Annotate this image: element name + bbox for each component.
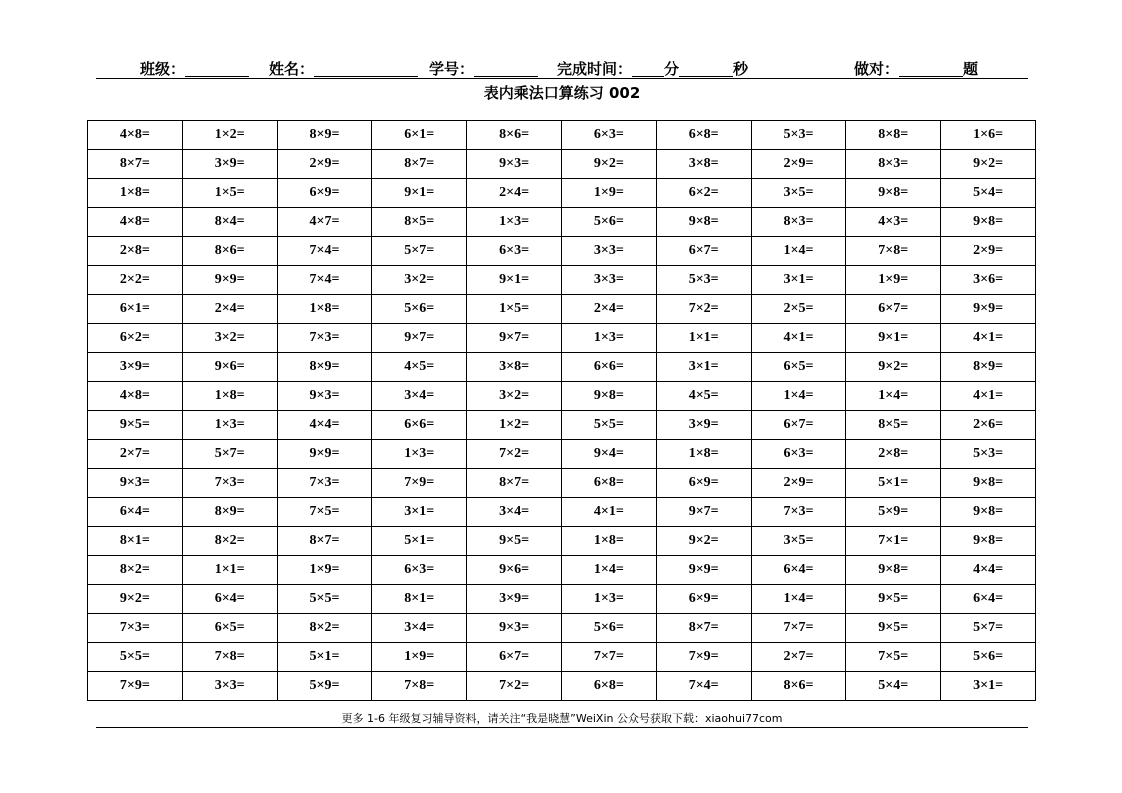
problem-cell[interactable]: 9×8= [941, 469, 1036, 498]
student-number-field[interactable] [429, 58, 538, 79]
footer-divider [96, 727, 1028, 728]
grid-row [88, 585, 1036, 614]
problem-cell[interactable]: 9×3= [467, 614, 562, 643]
problem-cell[interactable]: 8×8= [846, 121, 941, 150]
grid-row [88, 614, 1036, 643]
problem-cell[interactable]: 3×9= [656, 411, 751, 440]
problem-cell[interactable]: 4×4= [941, 556, 1036, 585]
grid-row [88, 411, 1036, 440]
problem-cell[interactable]: 6×9= [656, 585, 751, 614]
problem-cell[interactable]: 1×8= [88, 179, 183, 208]
problem-cell[interactable]: 2×9= [751, 150, 846, 179]
problem-cell[interactable]: 3×9= [467, 585, 562, 614]
problem-cell[interactable]: 5×4= [846, 672, 941, 701]
minutes-blank[interactable] [632, 61, 664, 77]
correct-count-field[interactable] [854, 58, 978, 79]
problem-cell[interactable]: 6×7= [846, 295, 941, 324]
seconds-blank[interactable] [679, 61, 733, 77]
problem-cell[interactable]: 9×2= [561, 150, 656, 179]
problem-cell[interactable]: 6×5= [182, 614, 277, 643]
problem-cell[interactable]: 5×9= [277, 672, 372, 701]
problem-cell[interactable]: 3×3= [561, 266, 656, 295]
problem-cell[interactable]: 3×8= [656, 150, 751, 179]
problem-cell[interactable]: 6×2= [88, 324, 183, 353]
problem-cell[interactable]: 6×4= [88, 498, 183, 527]
problem-cell[interactable]: 4×7= [277, 208, 372, 237]
problem-cell[interactable]: 6×8= [561, 469, 656, 498]
problem-cell[interactable]: 6×9= [656, 469, 751, 498]
problem-cell[interactable]: 5×7= [182, 440, 277, 469]
problem-cell[interactable]: 6×4= [941, 585, 1036, 614]
problem-cell[interactable]: 9×8= [846, 179, 941, 208]
problem-cell[interactable]: 6×5= [751, 353, 846, 382]
problem-cell[interactable]: 2×4= [561, 295, 656, 324]
grid-row [88, 672, 1036, 701]
problem-cell[interactable]: 5×7= [372, 237, 467, 266]
problem-cell[interactable]: 6×3= [467, 237, 562, 266]
grid-row [88, 498, 1036, 527]
problem-cell[interactable]: 9×3= [277, 382, 372, 411]
problem-cell[interactable]: 5×6= [561, 614, 656, 643]
problem-cell[interactable]: 3×4= [372, 614, 467, 643]
problem-cell[interactable]: 5×4= [941, 179, 1036, 208]
problem-cell[interactable]: 8×7= [467, 469, 562, 498]
class-blank[interactable] [185, 61, 249, 77]
problem-cell[interactable]: 9×2= [88, 585, 183, 614]
minute-label: 分 [664, 60, 680, 78]
problem-cell[interactable]: 8×7= [277, 527, 372, 556]
problem-cell[interactable]: 1×3= [561, 324, 656, 353]
problem-cell[interactable]: 4×5= [372, 353, 467, 382]
problem-cell[interactable]: 3×9= [88, 353, 183, 382]
problem-cell[interactable]: 3×2= [467, 382, 562, 411]
completion-time-field[interactable] [557, 58, 748, 79]
correct-label: 做对： [854, 60, 900, 78]
problem-cell[interactable]: 9×2= [656, 527, 751, 556]
problem-cell[interactable]: 4×5= [656, 382, 751, 411]
problem-cell[interactable]: 8×7= [372, 150, 467, 179]
problem-cell[interactable]: 6×7= [656, 237, 751, 266]
problem-cell[interactable]: 7×4= [277, 266, 372, 295]
problem-cell[interactable]: 6×8= [656, 121, 751, 150]
problem-cell[interactable]: 7×1= [846, 527, 941, 556]
problem-cell[interactable]: 9×4= [561, 440, 656, 469]
problem-cell[interactable]: 7×9= [88, 672, 183, 701]
problem-cell[interactable]: 5×5= [561, 411, 656, 440]
problem-cell[interactable]: 9×8= [941, 527, 1036, 556]
problem-cell[interactable]: 1×2= [182, 121, 277, 150]
problem-cell[interactable]: 8×7= [88, 150, 183, 179]
problem-cell[interactable]: 2×9= [751, 469, 846, 498]
problem-cell[interactable]: 1×4= [751, 382, 846, 411]
problem-cell[interactable]: 3×5= [751, 527, 846, 556]
problem-cell[interactable]: 4×8= [88, 121, 183, 150]
problem-cell[interactable]: 2×9= [277, 150, 372, 179]
problem-cell[interactable]: 9×9= [656, 556, 751, 585]
problem-cell[interactable]: 3×4= [467, 498, 562, 527]
problem-cell[interactable]: 1×8= [561, 527, 656, 556]
grid-row [88, 353, 1036, 382]
problem-cell[interactable]: 4×3= [846, 208, 941, 237]
problem-cell[interactable]: 9×8= [846, 556, 941, 585]
problem-cell[interactable]: 6×2= [656, 179, 751, 208]
problem-cell[interactable]: 7×3= [277, 324, 372, 353]
problem-cell[interactable]: 8×5= [846, 411, 941, 440]
problem-cell[interactable]: 9×7= [467, 324, 562, 353]
problem-cell[interactable]: 9×2= [846, 353, 941, 382]
grid-row [88, 121, 1036, 150]
problem-cell[interactable]: 3×2= [372, 266, 467, 295]
problem-cell[interactable]: 6×7= [751, 411, 846, 440]
problem-cell[interactable]: 9×8= [941, 498, 1036, 527]
problem-cell[interactable]: 7×2= [467, 672, 562, 701]
problem-cell[interactable]: 7×4= [277, 237, 372, 266]
problem-cell[interactable]: 2×6= [941, 411, 1036, 440]
problem-cell[interactable]: 1×6= [941, 121, 1036, 150]
problem-cell[interactable]: 9×6= [467, 556, 562, 585]
problem-cell[interactable]: 8×7= [656, 614, 751, 643]
problem-cell[interactable]: 8×6= [751, 672, 846, 701]
problem-cell[interactable]: 2×5= [751, 295, 846, 324]
problem-cell[interactable]: 5×3= [656, 266, 751, 295]
problem-cell[interactable]: 5×7= [941, 614, 1036, 643]
problem-cell[interactable]: 7×2= [467, 440, 562, 469]
problem-cell[interactable]: 9×1= [467, 266, 562, 295]
student-number-label: 学号： [429, 60, 475, 78]
question-label: 题 [963, 60, 979, 78]
problem-cell[interactable]: 8×3= [751, 208, 846, 237]
problem-cell[interactable]: 7×2= [656, 295, 751, 324]
problem-cell[interactable]: 3×1= [751, 266, 846, 295]
problem-cell[interactable]: 9×7= [656, 498, 751, 527]
problem-cell[interactable]: 5×5= [88, 643, 183, 672]
problem-cell[interactable]: 2×2= [88, 266, 183, 295]
problem-cell[interactable]: 9×5= [467, 527, 562, 556]
grid-row [88, 295, 1036, 324]
problem-cell[interactable]: 9×3= [467, 150, 562, 179]
problem-cell[interactable]: 9×9= [941, 295, 1036, 324]
grid-row [88, 324, 1036, 353]
problem-cell[interactable]: 8×6= [467, 121, 562, 150]
problem-cell[interactable]: 1×8= [182, 382, 277, 411]
grid-row [88, 556, 1036, 585]
problem-cell[interactable]: 8×4= [182, 208, 277, 237]
grid-row [88, 179, 1036, 208]
student-info-header [96, 56, 1028, 79]
grid-row [88, 237, 1036, 266]
problem-cell[interactable]: 1×2= [467, 411, 562, 440]
problem-cell[interactable]: 5×1= [372, 527, 467, 556]
student-number-blank[interactable] [474, 61, 538, 77]
correct-blank[interactable] [899, 61, 963, 77]
problem-cell[interactable]: 5×6= [372, 295, 467, 324]
problem-cell[interactable]: 6×1= [88, 295, 183, 324]
problem-cell[interactable]: 8×5= [372, 208, 467, 237]
problem-cell[interactable]: 4×1= [941, 382, 1036, 411]
problem-cell[interactable]: 8×1= [88, 527, 183, 556]
problem-cell[interactable]: 9×8= [941, 208, 1036, 237]
problem-cell[interactable]: 5×5= [277, 585, 372, 614]
problem-cell[interactable]: 8×9= [277, 121, 372, 150]
name-label: 姓名： [269, 60, 315, 78]
problem-cell[interactable]: 2×4= [182, 295, 277, 324]
problem-cell[interactable]: 1×4= [561, 556, 656, 585]
problem-cell[interactable]: 8×2= [88, 556, 183, 585]
problem-cell[interactable]: 8×9= [941, 353, 1036, 382]
class-label: 班级： [140, 60, 186, 78]
problem-cell[interactable]: 4×1= [751, 324, 846, 353]
problem-cell[interactable]: 9×9= [277, 440, 372, 469]
problem-cell[interactable]: 4×1= [941, 324, 1036, 353]
problem-cell[interactable]: 7×7= [751, 614, 846, 643]
problem-cell[interactable]: 9×8= [561, 382, 656, 411]
problem-cell[interactable]: 3×3= [182, 672, 277, 701]
problem-cell[interactable]: 7×5= [277, 498, 372, 527]
problem-cell[interactable]: 3×9= [182, 150, 277, 179]
problem-cell[interactable]: 1×9= [561, 179, 656, 208]
problem-cell[interactable]: 6×3= [372, 556, 467, 585]
problem-cell[interactable]: 1×8= [656, 440, 751, 469]
problem-cell[interactable]: 1×1= [182, 556, 277, 585]
problem-cell[interactable]: 7×3= [751, 498, 846, 527]
class-field[interactable] [140, 58, 249, 79]
problem-cell[interactable]: 5×1= [277, 643, 372, 672]
name-blank[interactable] [314, 61, 418, 77]
problem-cell[interactable]: 8×3= [846, 150, 941, 179]
problem-cell[interactable]: 2×7= [88, 440, 183, 469]
problem-cell[interactable]: 9×2= [941, 150, 1036, 179]
problem-cell[interactable]: 1×8= [277, 295, 372, 324]
problem-cell[interactable]: 6×1= [372, 121, 467, 150]
problem-cell[interactable]: 3×1= [372, 498, 467, 527]
problem-cell[interactable]: 9×1= [846, 324, 941, 353]
problem-cell[interactable]: 3×6= [941, 266, 1036, 295]
problem-cell[interactable]: 3×8= [467, 353, 562, 382]
problem-cell[interactable]: 9×6= [182, 353, 277, 382]
problem-cell[interactable]: 8×6= [182, 237, 277, 266]
problem-cell[interactable]: 6×3= [751, 440, 846, 469]
problem-cell[interactable]: 6×6= [561, 353, 656, 382]
problem-cell[interactable]: 1×3= [467, 208, 562, 237]
problem-cell[interactable]: 3×2= [182, 324, 277, 353]
problem-cell[interactable]: 1×5= [182, 179, 277, 208]
problem-cell[interactable]: 6×6= [372, 411, 467, 440]
problem-cell[interactable]: 9×5= [846, 585, 941, 614]
name-field[interactable] [269, 58, 418, 79]
problem-cell[interactable]: 4×1= [561, 498, 656, 527]
grid-row [88, 469, 1036, 498]
problem-cell[interactable]: 6×8= [561, 672, 656, 701]
problem-cell[interactable]: 1×9= [372, 643, 467, 672]
problem-cell[interactable]: 2×7= [751, 643, 846, 672]
problem-cell[interactable]: 9×5= [846, 614, 941, 643]
problem-cell[interactable]: 7×4= [656, 672, 751, 701]
footer-note: 更多 1-6 年级复习辅导资料，请关注“我是晓慧”WeiXin 公众号获取下载：xiaohui77com [341, 712, 783, 725]
problem-cell[interactable]: 7×9= [372, 469, 467, 498]
grid-row [88, 382, 1036, 411]
problem-cell[interactable]: 6×3= [561, 121, 656, 150]
problem-cell[interactable]: 6×4= [751, 556, 846, 585]
problem-cell[interactable]: 9×5= [88, 411, 183, 440]
problem-cell[interactable]: 5×9= [846, 498, 941, 527]
problem-cell[interactable]: 9×7= [372, 324, 467, 353]
grid-row [88, 208, 1036, 237]
problem-cell[interactable]: 1×9= [846, 266, 941, 295]
grid-row [88, 266, 1036, 295]
problem-cell[interactable]: 7×3= [277, 469, 372, 498]
problem-cell[interactable]: 1×9= [277, 556, 372, 585]
completion-time-label: 完成时间： [557, 60, 633, 78]
problem-cell[interactable]: 3×3= [561, 237, 656, 266]
problem-cell[interactable]: 9×3= [88, 469, 183, 498]
problem-cell[interactable]: 8×2= [277, 614, 372, 643]
problem-cell[interactable]: 6×7= [467, 643, 562, 672]
problem-cell[interactable]: 8×2= [182, 527, 277, 556]
problem-cell[interactable]: 7×9= [656, 643, 751, 672]
problem-cell[interactable]: 1×5= [467, 295, 562, 324]
multiplication-grid [87, 120, 1036, 701]
problem-cell[interactable]: 7×3= [182, 469, 277, 498]
second-label: 秒 [733, 60, 749, 78]
problem-cell[interactable]: 2×8= [846, 440, 941, 469]
problem-cell[interactable]: 9×8= [656, 208, 751, 237]
problem-cell[interactable]: 2×8= [88, 237, 183, 266]
problem-cell[interactable]: 1×3= [182, 411, 277, 440]
problem-cell[interactable]: 1×3= [561, 585, 656, 614]
problem-cell[interactable]: 5×6= [561, 208, 656, 237]
problem-cell[interactable]: 2×9= [941, 237, 1036, 266]
problem-cell[interactable]: 5×3= [751, 121, 846, 150]
problem-cell[interactable]: 9×1= [372, 179, 467, 208]
worksheet-title: 表内乘法口算练习 002 [483, 84, 641, 102]
problem-cell[interactable]: 1×4= [751, 237, 846, 266]
problem-cell[interactable]: 1×1= [656, 324, 751, 353]
problem-cell[interactable]: 4×8= [88, 208, 183, 237]
problem-cell[interactable]: 7×3= [88, 614, 183, 643]
grid-row [88, 643, 1036, 672]
problem-cell[interactable]: 6×4= [182, 585, 277, 614]
problem-cell[interactable]: 5×1= [846, 469, 941, 498]
problem-cell[interactable]: 7×8= [846, 237, 941, 266]
problem-cell[interactable]: 3×5= [751, 179, 846, 208]
problem-cell[interactable]: 8×1= [372, 585, 467, 614]
problem-cell[interactable]: 1×4= [751, 585, 846, 614]
problem-cell[interactable]: 2×4= [467, 179, 562, 208]
problem-cell[interactable]: 1×4= [846, 382, 941, 411]
problem-cell[interactable]: 5×6= [941, 643, 1036, 672]
problem-cell[interactable]: 7×7= [561, 643, 656, 672]
problem-cell[interactable]: 1×3= [372, 440, 467, 469]
problem-cell[interactable]: 5×3= [941, 440, 1036, 469]
problem-cell[interactable]: 9×9= [182, 266, 277, 295]
problem-cell[interactable]: 7×8= [372, 672, 467, 701]
problem-cell[interactable]: 4×8= [88, 382, 183, 411]
problem-cell[interactable]: 3×4= [372, 382, 467, 411]
problem-cell[interactable]: 6×9= [277, 179, 372, 208]
grid-row [88, 150, 1036, 179]
grid-row [88, 440, 1036, 469]
problem-cell[interactable]: 7×8= [182, 643, 277, 672]
problem-cell[interactable]: 3×1= [941, 672, 1036, 701]
problem-cell[interactable]: 3×1= [656, 353, 751, 382]
problem-cell[interactable]: 8×9= [182, 498, 277, 527]
grid-row [88, 527, 1036, 556]
problem-cell[interactable]: 7×5= [846, 643, 941, 672]
problem-cell[interactable]: 4×4= [277, 411, 372, 440]
problem-cell[interactable]: 8×9= [277, 353, 372, 382]
